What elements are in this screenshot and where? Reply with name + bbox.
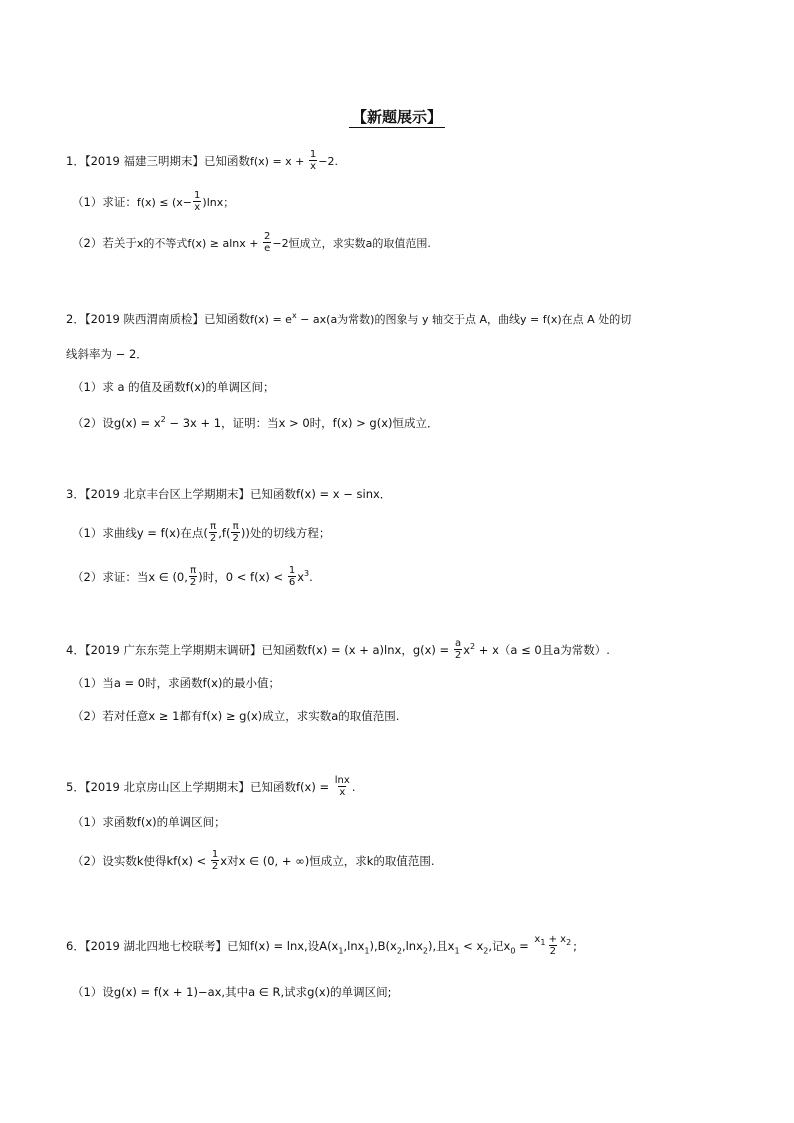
fraction: $\frac{a}{2}$ (454, 638, 462, 661)
fraction: $\frac{1}{6}$ (288, 565, 296, 588)
problem-1-part-2: （2）若关于x的不等式f(x) ≥ alnx + $\frac{2}{e}$ −2恒成立，求实数a的取值范围. (72, 231, 431, 254)
fraction: $\frac{1}{2}$ (211, 849, 219, 872)
problem-3-part-2: （2）求证：当x ∈ (0, $\frac{\pi}{2}$ )时，0 < f(x) < $\frac{1}{6}$ $x^3$. (72, 565, 313, 588)
problem-4-part-1: （1）当a = 0时，求函数f(x)的最小值； (72, 676, 280, 690)
fraction: $\frac{\pi}{2}$ (209, 521, 217, 544)
problem-1-part-1: （1）求证：f(x) ≤ (x− $\frac{1}{x}$ )lnx； (72, 190, 235, 213)
fraction: $\frac{\ln x}{x}$ (334, 775, 350, 798)
problem-5-stem: 5．【2019 北京房山区上学期期末】已知函数f(x) = $\frac{\ln x}{x}$ . (66, 775, 356, 798)
problem-3-stem: 3．【2019 北京丰台区上学期期末】已知函数f(x) = x − sinx． (66, 487, 392, 501)
fraction: $\frac{x_1 + x_2}{2}$ (534, 934, 572, 957)
problem-1-stem: 1．【2019 福建三明期末】已知函数f(x) = x + $\frac{1}{x}$ −2. (66, 149, 338, 172)
section-title: 【新题展示】 (0, 106, 794, 127)
problem-3-part-1: （1）求曲线y = f(x)在点( $\frac{\pi}{2}$ ,f( $\frac{\pi}{2}$ ))处的切线方程； (72, 521, 331, 544)
problem-4-stem: 4．【2019 广东东莞上学期期末调研】已知函数f(x) = (x + a)lnx，g(x) = $\frac{a}{2}$ $x^2 + x(a \le 0$且a为常数）. (66, 638, 610, 661)
problem-5-part-2: （2）设实数k使得kf(x) < $\frac{1}{2}$ x对x ∈ (0, + ∞)恒成立，求k的取值范围. (72, 849, 435, 872)
fraction: $\frac{\pi}{2}$ (189, 565, 197, 588)
problem-6-part-1: （1）设g(x) = f(x + 1)−ax,其中a ∈ R,试求g(x)的单调区间; (72, 985, 392, 999)
fraction: $\frac{\pi}{2}$ (232, 521, 239, 544)
fraction: $\frac{1}{x}$ (309, 149, 317, 172)
problem-5-part-1: （1）求函数f(x)的单调区间； (72, 815, 226, 829)
problem-4-part-2: （2）若对任意x ≥ 1都有f(x) ≥ g(x)成立，求实数a的取值范围. (72, 709, 400, 723)
problem-6-stem: 6．【2019 湖北四地七校联考】已知f(x) = lnx,设$A(x_1,\ln x_1),B(x_2,\ln x_2)$,且$x_1 < x_2$,记$x_0$ = $\frac{x_1 + x_2}{2}$ ; (66, 934, 578, 957)
problem-2-part-1: （1）求 a 的值及函数f(x)的单调区间； (72, 380, 275, 394)
fraction: $\frac{1}{x}$ (194, 190, 201, 213)
problem-2-stem-cont: 线斜率为 − 2． (66, 347, 148, 361)
problem-2-stem: 2．【2019 陕西渭南质检】已知函数$f(x) = e^x - ax(a$为常数)的图象与 y 轴交于点 A，曲线y = f(x)在点 A 处的切 (66, 311, 632, 326)
fraction: $\frac{2}{e}$ (264, 231, 271, 254)
problem-2-part-2: （2）设$g(x) = x^2 - 3x + 1$，证明：当x > 0时，f(x) > g(x)恒成立． (72, 415, 439, 430)
